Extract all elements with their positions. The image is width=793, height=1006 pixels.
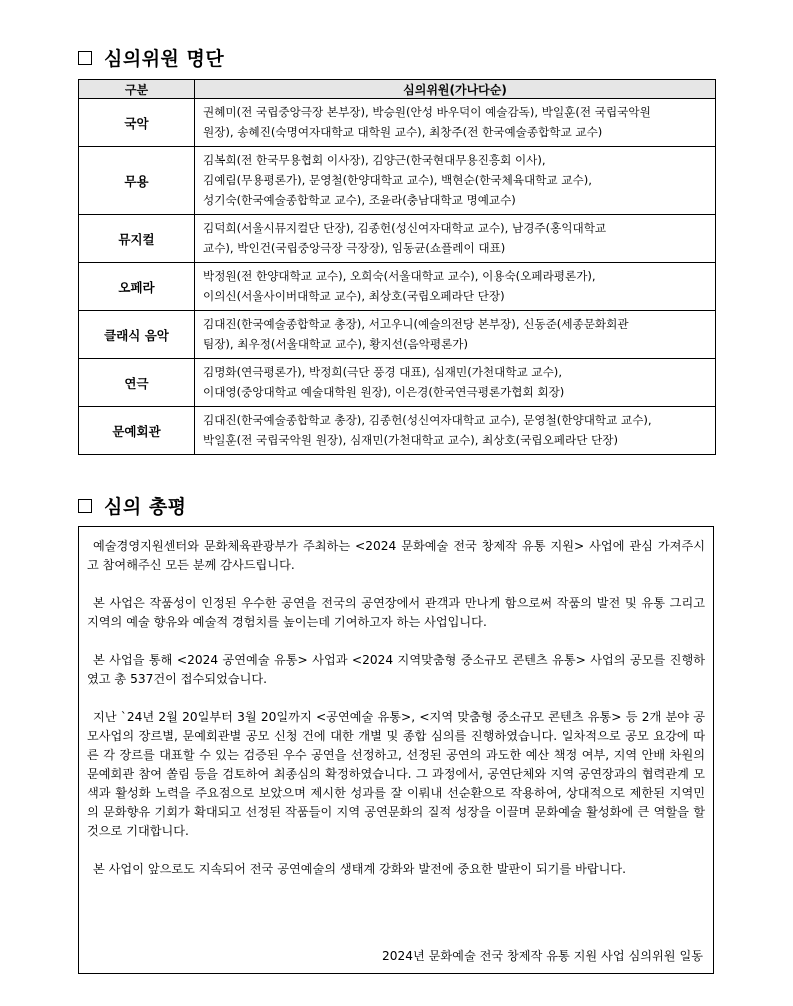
table-row <box>79 215 716 263</box>
header-members: 심의위원(가나다순) <box>195 80 716 99</box>
members-cell <box>195 147 716 215</box>
section-title-text: 심의 총평 <box>104 496 187 518</box>
category-cell: 국악 <box>79 99 195 147</box>
section-title-review <box>78 492 187 519</box>
members-line: 팀장), 최우정(서울대학교 교수), 황지선(음악평론가) <box>203 337 469 351</box>
members-line: 김덕희(서울시뮤지컬단 단장), 김종헌(성신여자대학교 교수), 남경주(홍익대학교 <box>203 221 607 235</box>
category-cell: 오페라 <box>79 263 195 311</box>
table-row <box>79 147 716 215</box>
review-paragraph: 지난 `24년 2월 20일부터 3월 20일까지 <공연예술 유통>, <지역 맞춤형 중소규모 콘텐츠 유통> 등 2개 분야 공모사업의 장르별, 문예회관별 공모 신청 건에 대한 개별 및 종합 심의를 진행하였습니다. 일차적으로 공모 요강에 따른 각 장르를 대표할 수 있는 검증된 우수 공연을 선정하고, 선정된 공연의 과도한 예산 책정 여부, 지역 안배 차원의 문예회관 참여 쏠림 등을 검토하여 최종심의 확정하였습니다. 그 과정에서, 공연단체와 지역 공연장과의 협력관계 모색과 활성화 노력을 주요점으로 보았으며 제시한 성과를 잘 이뤄내 선순환으로 작용하여, 상대적으로 제한된 지역민의 문화향유 기회가 확대되고 선정된 작품들이 지역 공연문화의 질적 성장을 이끌며 문화예술 활성화에 큰 역할을 할 것으로 기대합니다. <box>87 710 705 838</box>
members-line: 박정원(전 한양대학교 교수), 오희숙(서울대학교 교수), 이용숙(오페라평론가), <box>203 269 596 283</box>
review-paragraph: 본 사업은 작품성이 인정된 우수한 공연을 전국의 공연장에서 관객과 만나게 함으로써 작품의 발전 및 유통 그리고 지역의 예술 향유와 예술적 경험치를 높이는데 기여하고자 하는 사업입니다. <box>87 596 705 629</box>
table-row <box>79 359 716 407</box>
members-cell <box>195 407 716 455</box>
checkbox-square-icon <box>78 499 92 513</box>
members-line: 김명화(연극평론가), 박정희(극단 풍경 대표), 심재민(가천대학교 교수), <box>203 365 563 379</box>
checkbox-square-icon <box>78 51 92 65</box>
review-paragraph: 본 사업을 통해 <2024 공연예술 유통> 사업과 <2024 지역맞춤형 중소규모 콘텐츠 유통> 사업의 공모를 진행하였고 총 537건이 접수되었습니다. <box>87 653 705 686</box>
members-line: 이의신(서울사이버대학교 교수), 최상호(국립오페라단 단장) <box>203 289 505 303</box>
members-cell <box>195 359 716 407</box>
members-table <box>78 79 716 455</box>
review-box <box>78 526 714 974</box>
section-title-members <box>78 44 224 71</box>
members-cell <box>195 215 716 263</box>
members-line: 김복희(전 한국무용협회 이사장), 김양근(한국현대무용진흥회 이사), <box>203 153 546 167</box>
table-header-row <box>79 80 716 99</box>
review-paragraph: 본 사업이 앞으로도 지속되어 전국 공연예술의 생태계 강화와 발전에 중요한 발판이 되기를 바랍니다. <box>93 862 627 876</box>
review-paragraph: 예술경영지원센터와 문화체육관광부가 주최하는 <2024 문화예술 전국 창제작 유통 지원> 사업에 관심 가져주시고 참여해주신 모든 분께 감사드립니다. <box>87 539 705 572</box>
table-row <box>79 99 716 147</box>
table-row <box>79 263 716 311</box>
members-line: 원장), 송혜진(숙명여자대학교 대학원 교수), 최창주(전 한국예술종합학교 교수) <box>203 125 603 139</box>
members-line: 교수), 박인건(국립중앙극장 극장장), 임동균(쇼플레이 대표) <box>203 241 506 255</box>
members-cell <box>195 311 716 359</box>
review-signature: 2024년 문화예술 전국 창제작 유통 지원 사업 심의위원 일동 <box>381 949 703 963</box>
category-cell: 뮤지컬 <box>79 215 195 263</box>
members-line: 김대진(한국예술종합학교 총장), 김종헌(성신여자대학교 교수), 문영철(한양대학교 교수), <box>203 413 652 427</box>
table-row <box>79 407 716 455</box>
section-title-text: 심의위원 명단 <box>104 48 225 70</box>
category-cell: 클래식 음악 <box>79 311 195 359</box>
category-cell: 무용 <box>79 147 195 215</box>
table-row <box>79 311 716 359</box>
category-cell: 문예회관 <box>79 407 195 455</box>
members-line: 권혜미(전 국립중앙극장 본부장), 박승원(안성 바우덕이 예술감독), 박일훈(전 국립국악원 <box>203 105 651 119</box>
category-cell: 연극 <box>79 359 195 407</box>
members-cell <box>195 99 716 147</box>
members-line: 김예림(무용평론가), 문영철(한양대학교 교수), 백현순(한국체육대학교 교수), <box>203 173 592 187</box>
members-cell <box>195 263 716 311</box>
members-line: 성기숙(한국예술종합학교 교수), 조윤라(충남대학교 명예교수) <box>203 193 516 207</box>
header-category: 구분 <box>79 80 195 99</box>
members-line: 이대영(중앙대학교 예술대학원 원장), 이은경(한국연극평론가협회 회장) <box>203 385 565 399</box>
members-line: 박일훈(전 국립국악원 원장), 심재민(가천대학교 교수), 최상호(국립오페라단 단장) <box>203 433 619 447</box>
members-line: 김대진(한국예술종합학교 총장), 서고우니(예술의전당 본부장), 신동준(세종문화회관 <box>203 317 629 331</box>
